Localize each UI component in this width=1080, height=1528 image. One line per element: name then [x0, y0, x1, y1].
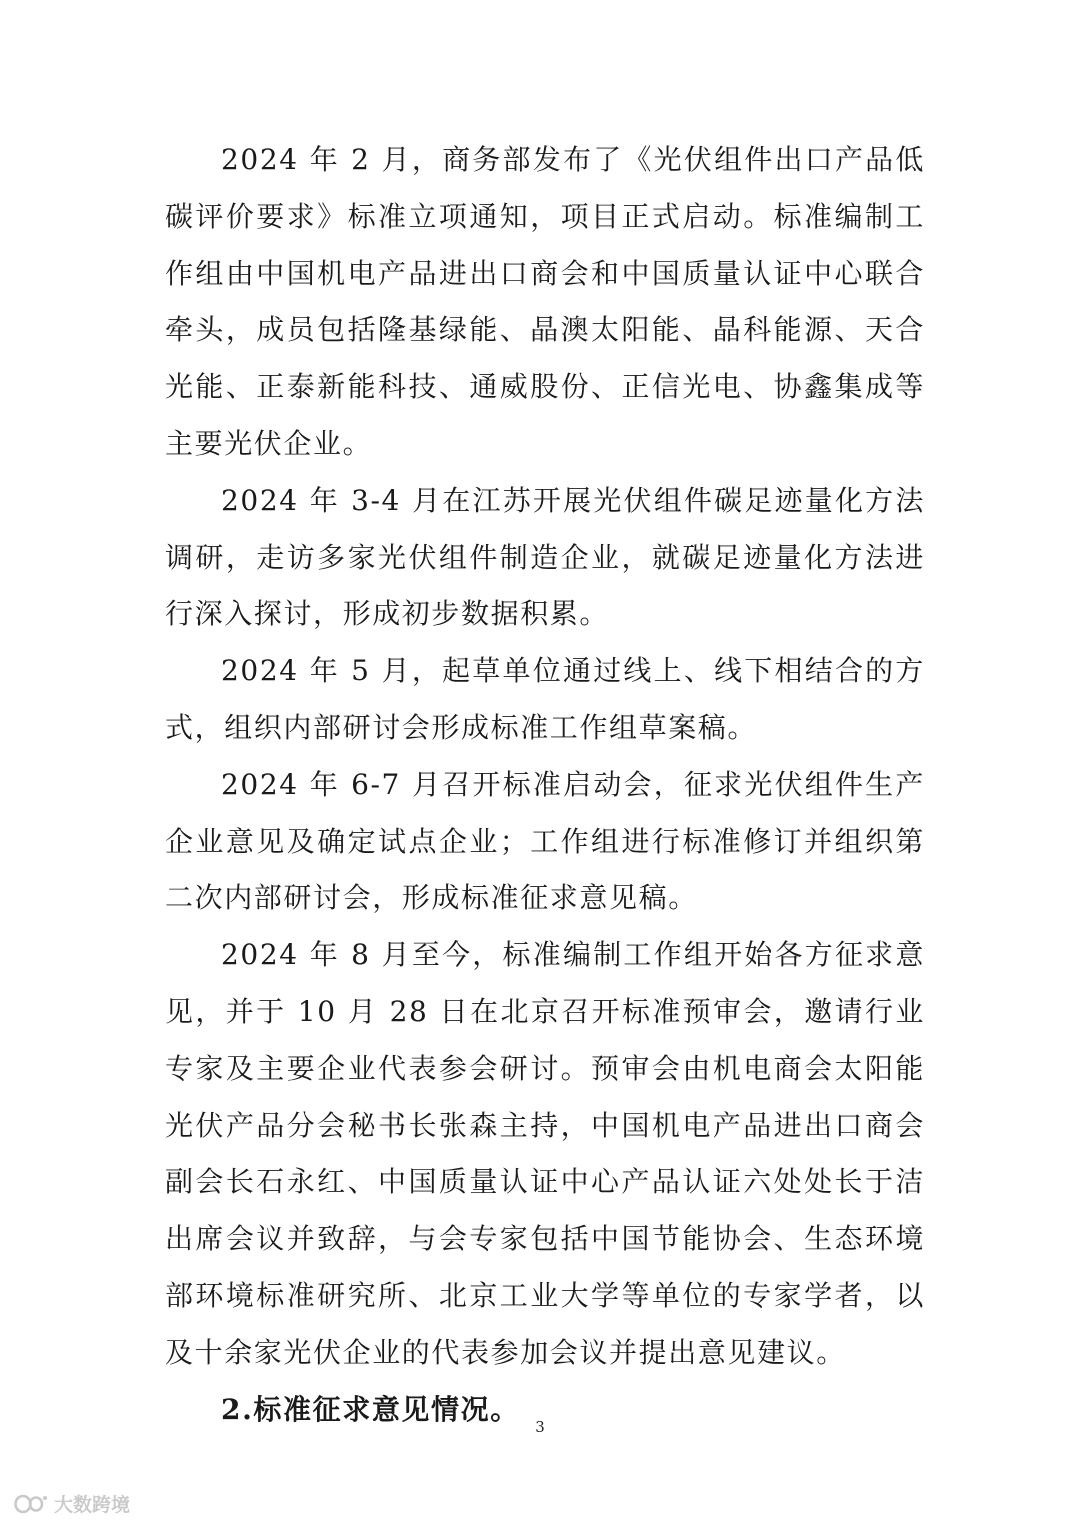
paragraph-kickoff-meeting: 2024 年 6-7 月召开标准启动会，征求光伏组件生产企业意见及确定试点企业；工作组进行标准修订并组织第二次内部研讨会，形成标准征求意见稿。: [165, 767, 925, 915]
page-number: 3: [535, 1418, 545, 1436]
section-heading: 2.标准征求意见情况。: [221, 1392, 520, 1426]
paragraph-jiangsu-research: 2024 年 3-4 月在江苏开展光伏组件碳足迹量化方法调研，走访多家光伏组件制造企业，就碳足迹量化方法进行深入探讨，形成初步数据积累。: [165, 483, 925, 631]
paragraph-pre-review-meeting: 2024 年 8 月至今，标准编制工作组开始各方征求意见，并于 10 月 28 日在北京召开标准预审会，邀请行业专家及主要企业代表参会研讨。预审会由机电商会太阳能光伏产品分会秘书长张森主持，中国机电产品进出口商会副会长石永红、中国质量认证中心产品认证六处处长于洁出席会议并致辞，与会专家包括中国节能协会、生态环境部环境标准研究所、北京工业大学等单位的专家学者，以及十余家光伏企业的代表参加会议并提出意见建议。: [165, 938, 925, 1369]
document-body: [165, 132, 925, 1438]
paragraph-project-launch: 2024 年 2 月，商务部发布了《光伏组件出口产品低碳评价要求》标准立项通知，项目正式启动。标准编制工作组由中国机电产品进出口商会和中国质量认证中心联合牵头，成员包括隆基绿能、晶澳太阳能、晶科能源、天合光能、正泰新能科技、通威股份、正信光电、协鑫集成等主要光伏企业。: [165, 143, 925, 460]
paragraph-draft-meeting: 2024 年 5 月，起草单位通过线上、线下相结合的方式，组织内部研讨会形成标准工作组草案稿。: [165, 654, 925, 744]
watermark-text: 大数跨境: [54, 1494, 131, 1516]
logo-icon: [14, 1493, 48, 1515]
watermark: [14, 1490, 130, 1517]
